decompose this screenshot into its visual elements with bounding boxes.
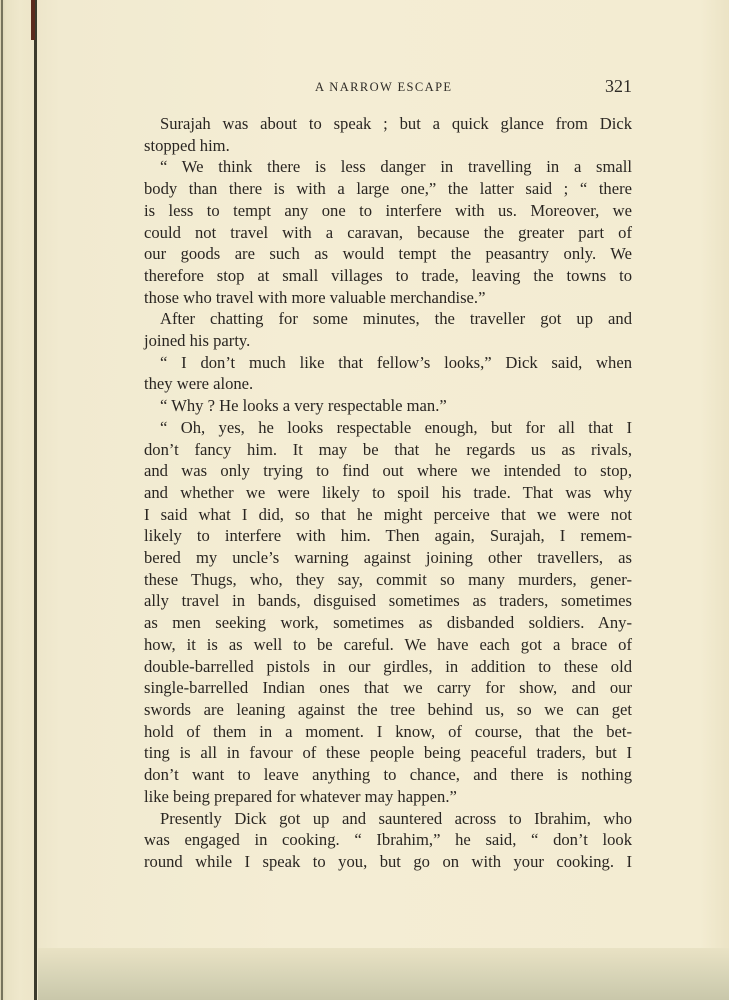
text-line: these Thugs, who, they say, commit so many murders, gener- bbox=[144, 569, 632, 589]
text-line: double-barrelled pistols in our girdles, in addition to these old bbox=[144, 656, 632, 676]
text-line: was engaged in cooking. “ Ibrahim,” he said, “ don’t look bbox=[144, 830, 632, 850]
body-text bbox=[144, 113, 632, 873]
text-line: how, it is as well to be careful. We have each got a brace of bbox=[144, 634, 632, 654]
text-line: is less to tempt any one to interfere with us. Moreover, we bbox=[144, 200, 632, 220]
page-number: 321 bbox=[605, 76, 632, 96]
text-line: “ Oh, yes, he looks respectable enough, but for all that I bbox=[160, 417, 632, 437]
text-line: “ We think there is less danger in travelling in a small bbox=[160, 157, 632, 177]
text-line: those who travel with more valuable merchandise.” bbox=[144, 287, 486, 307]
text-line: single-barrelled Indian ones that we carry for show, and our bbox=[144, 678, 632, 698]
text-line: round while I speak to you, but go on with your cooking. I bbox=[144, 851, 632, 871]
running-head: A NARROW ESCAPE bbox=[315, 80, 453, 94]
page-bottom-edge bbox=[38, 948, 729, 1000]
text-line: Surajah was about to speak ; but a quick glance from Dick bbox=[160, 114, 632, 133]
text-line: After chatting for some minutes, the traveller got up and bbox=[160, 309, 632, 329]
text-line: therefore stop at small villages to trade, leaving the towns to bbox=[144, 265, 632, 285]
text-line: Presently Dick got up and sauntered across to Ibrahim, who bbox=[160, 808, 632, 828]
page-header bbox=[160, 76, 632, 100]
text-line: “ I don’t much like that fellow’s looks,” Dick said, when bbox=[160, 352, 632, 372]
text-line: and whether we were likely to spoil his trade. That was why bbox=[144, 482, 632, 502]
binding-mark bbox=[31, 0, 35, 40]
text-line: swords are leaning against the tree behind us, so we can get bbox=[144, 699, 632, 719]
text-line: hold of them in a moment. I know, of course, that the bet- bbox=[144, 721, 632, 741]
text-line: ally travel in bands, disguised sometimes as traders, sometimes bbox=[144, 591, 632, 611]
text-line: as men seeking work, sometimes as disbanded soldiers. Any- bbox=[144, 613, 632, 633]
page-edge-line bbox=[1, 0, 3, 1000]
text-line: “ Why ? He looks a very respectable man.” bbox=[160, 396, 447, 416]
binding-line bbox=[34, 0, 37, 1000]
text-line: like being prepared for whatever may happen.” bbox=[144, 786, 457, 806]
text-line: bered my uncle’s warning against joining other travellers, as bbox=[144, 548, 632, 568]
text-line: I said what I did, so that he might perceive that we were not bbox=[144, 504, 632, 524]
text-line: they were alone. bbox=[144, 374, 254, 394]
text-line: don’t fancy him. It may be that he regards us as rivals, bbox=[144, 439, 632, 459]
text-line: ting is all in favour of these people being peaceful traders, but I bbox=[144, 743, 632, 763]
text-line: joined his party. bbox=[144, 331, 251, 351]
text-line: don’t want to leave anything to chance, and there is nothing bbox=[144, 765, 632, 785]
text-line: stopped him. bbox=[144, 135, 230, 155]
text-line: could not travel with a caravan, because the greater part of bbox=[144, 222, 632, 242]
text-line: our goods are such as would tempt the peasantry only. We bbox=[144, 244, 632, 264]
text-line: body than there is with a large one,” the latter said ; “ there bbox=[144, 179, 632, 199]
text-line: likely to interfere with him. Then again, Surajah, I remem- bbox=[144, 526, 632, 546]
text-line: and was only trying to find out where we intended to stop, bbox=[144, 461, 632, 481]
